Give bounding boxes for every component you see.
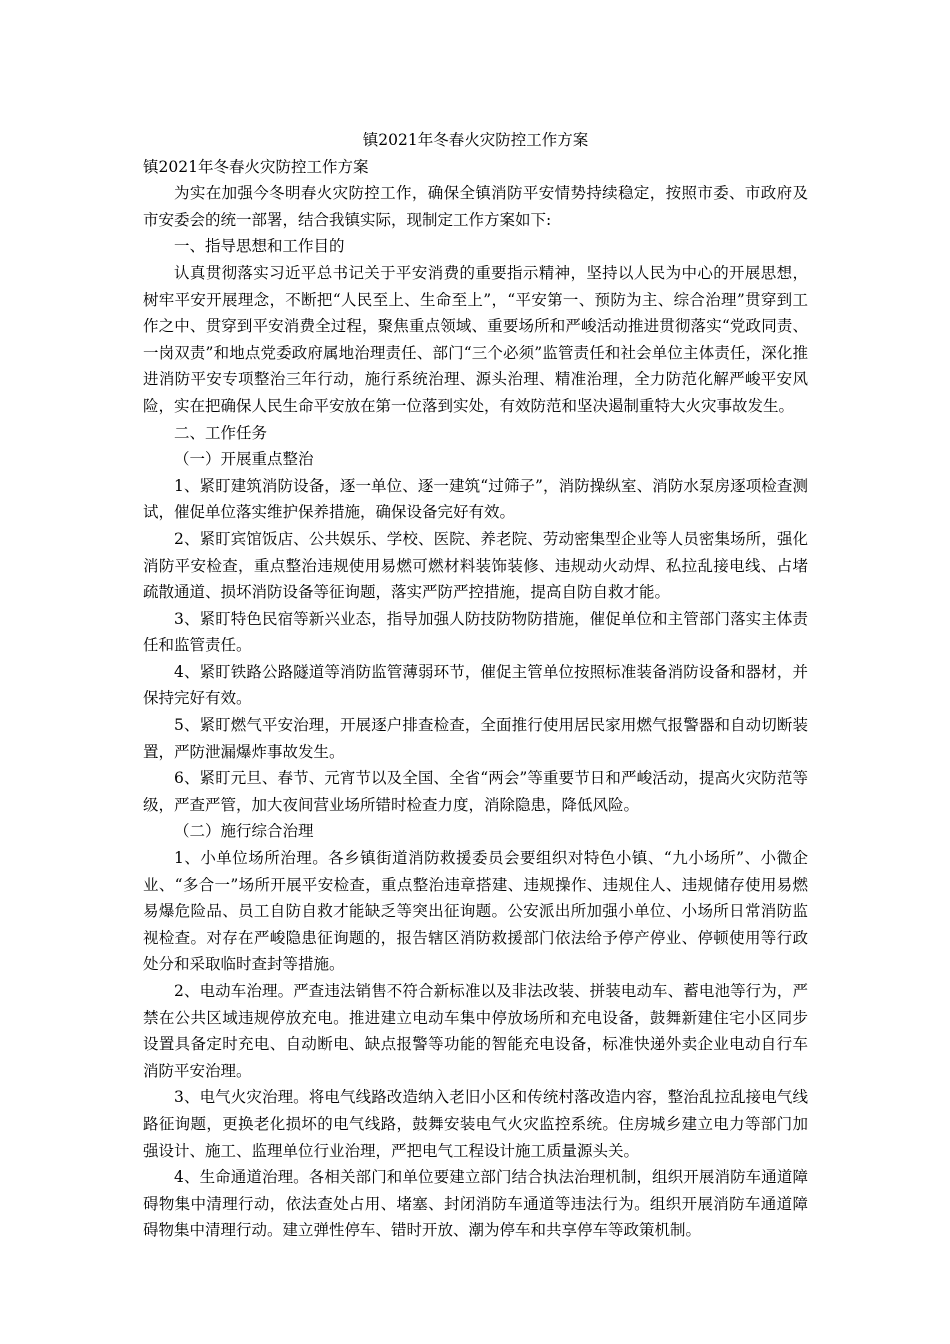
task-item: 1、紧盯建筑消防设备，逐一单位、逐一建筑“过筛子”，消防操纵室、消防水泵房逐项检查测试，催促单位落实维护保养措施，确保设备完好有效。	[143, 476, 808, 522]
task-item: 2、紧盯宾馆饭店、公共娱乐、学校、医院、养老院、劳动密集型企业等人员密集场所，强化消防平安检查，重点整治违规使用易燃可燃材料装饰装修、违规动火动焊、私拉乱接电线、占堵疏散通道、损坏消防设备等征询题，落实严防严控措施，提高自防自救才能。	[143, 529, 808, 602]
document-subtitle: 镇2021年冬春火灾防控工作方案	[143, 157, 369, 176]
intro-paragraph: 为实在加强今冬明春火灾防控工作，确保全镇消防平安情势持续稳定，按照市委、市政府及市安委会的统一部署，结合我镇实际，现制定工作方案如下:	[143, 184, 808, 229]
subsection-heading-2: （二）施行综合治理	[174, 822, 314, 841]
governance-item: 4、生命通道治理。各相关部门和单位要建立部门结合执法治理机制，组织开展消防车通道障碍物集中清理行动，依法查处占用、堵塞、封闭消防车通道等违法行为。组织开展消防车通道障碍物集中清理行动。建立弹性停车、错时开放、潮为停车和共享停车等政策机制。	[143, 1168, 808, 1240]
section-heading-2: 二、工作任务	[174, 423, 268, 442]
document-page	[143, 127, 808, 1244]
governance-item: 2、电动车治理。严查违法销售不符合新标准以及非法改装、拼装电动车、蓄电池等行为，严禁在公共区域违规停放充电。推进建立电动车集中停放场所和充电设备，鼓舞新建住宅小区同步设置具备定时充电、自动断电、缺点报警等功能的智能充电设备，标准快递外卖企业电动自行车消防平安治理。	[143, 982, 808, 1080]
guiding-paragraph: 认真贯彻落实习近平总书记关于平安消费的重要指示精神，坚持以人民为中心的开展思想，树牢平安开展理念，不断把“人民至上、生命至上”，“平安第一、预防为主、综合治理”贯穿到工作之中、贯穿到平安消费全过程，聚焦重点领域、重要场所和严峻活动推进贯彻落实“党政同责、一岗双责”和地点党委政府属地治理责任、部门“三个必须”监管责任和社会单位主体责任，深化推进消防平安专项整治三年行动，施行系统治理、源头治理、精准治理，全力防范化解严峻平安风险，实在把确保人民生命平安放在第一位落到实处，有效防范和坚决遏制重特大火灾事故发生。	[143, 263, 808, 415]
section-heading-1: 一、指导思想和工作目的	[174, 237, 345, 256]
governance-item: 3、电气火灾治理。将电气线路改造纳入老旧小区和传统村落改造内容，整治乱拉乱接电气线路征询题，更换老化损坏的电气线路，鼓舞安装电气火灾监控系统。住房城乡建立电力等部门加强设计、施工、监理单位行业治理，严把电气工程设计施工质量源头关。	[143, 1088, 808, 1160]
subsection-heading-1: （一）开展重点整治	[174, 450, 314, 469]
governance-item: 1、小单位场所治理。各乡镇街道消防救援委员会要组织对特色小镇、“九小场所”、小微企业、“多合一”场所开展平安检查，重点整治违章搭建、违规操作、违规住人、违规储存使用易燃易爆危险品、员工自防自救才能缺乏等突出征询题。公安派出所加强小单位、小场所日常消防监视检查。对存在严峻隐患征询题的，报告辖区消防救援部门依法给予停产停业、停顿使用等行政处分和采取临时查封等措施。	[143, 849, 808, 974]
document-title: 镇2021年冬春火灾防控工作方案	[362, 131, 589, 149]
task-item: 3、紧盯特色民宿等新兴业态，指导加强人防技防物防措施，催促单位和主管部门落实主体责任和监管责任。	[143, 609, 808, 655]
task-item: 4、紧盯铁路公路隧道等消防监管薄弱环节，催促主管单位按照标准装备消防设备和器材，并保持完好有效。	[143, 662, 808, 708]
task-item: 5、紧盯燃气平安治理，开展逐户排查检查，全面推行使用居民家用燃气报警器和自动切断装置，严防泄漏爆炸事故发生。	[143, 716, 808, 761]
task-item: 6、紧盯元旦、春节、元宵节以及全国、全省“两会”等重要节日和严峻活动，提高火灾防范等级，严查严管，加大夜间营业场所错时检查力度，消除隐患，降低风险。	[143, 769, 808, 814]
